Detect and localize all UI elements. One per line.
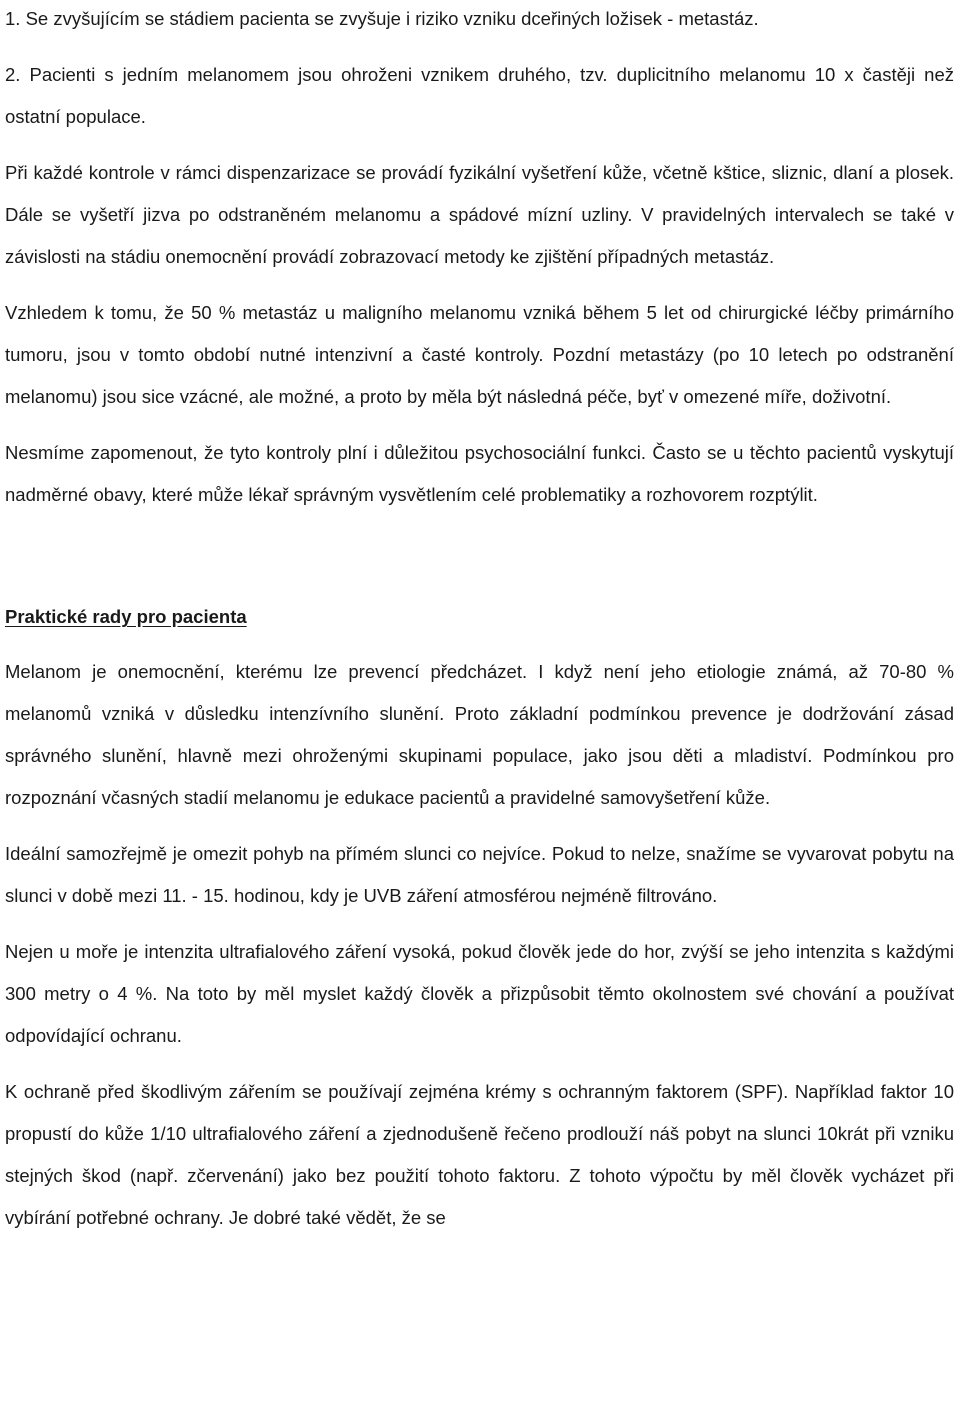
- paragraph-mountains: Nejen u moře je intenzita ultrafialového záření vysoká, pokud člověk jede do hor, zvýší se jeho intenzita s každými 300 metry o 4 %. Na toto by měl myslet každý člověk a přizpůsobit těmto okolnostem své chování a používat odpovídající ochranu.: [5, 941, 954, 1046]
- paragraph-psychosocial: Nesmíme zapomenout, že tyto kontroly plní i důležitou psychosociální funkci. Často se u těchto pacientů vyskytují nadměrné obavy, které může lékař správným vysvětlením celé problematiky a rozhovorem rozptýlit.: [5, 442, 954, 505]
- section-heading: Praktické rady pro pacienta: [5, 606, 247, 627]
- paragraph-sun-exposure: Ideální samozřejmě je omezit pohyb na přímém slunci co nejvíce. Pokud to nelze, snažíme se vyvarovat pobytu na slunci v době mezi 11. - 15. hodinou, kdy je UVB záření atmosférou nejméně filtrováno.: [5, 843, 954, 906]
- list-item-2: 2. Pacienti s jedním melanomem jsou ohroženi vznikem druhého, tzv. duplicitního melanomu 10 x častěji než ostatní populace.: [5, 64, 954, 127]
- paragraph-prevention: Melanom je onemocnění, kterému lze prevencí předcházet. I když není jeho etiologie známá, až 70-80 % melanomů vzniká v důsledku intenzívního slunění. Proto základní podmínkou prevence je dodržování zásad správného slunění, hlavně mezi ohroženými skupinami populace, jako jsou děti a mladiství. Podmínkou pro rozpoznání včasných stadií melanomu je edukace pacientů a pravidelné samovyšetření kůže.: [5, 661, 954, 808]
- paragraph-checkups: Při každé kontrole v rámci dispenzarizace se provádí fyzikální vyšetření kůže, včetně kštice, sliznic, dlaní a plosek. Dále se vyšetří jizva po odstraněném melanomu a spádové mízní uzliny. V pravidelných intervalech se také v závislosti na stádiu onemocnění provádí zobrazovací metody ke zjištění případných metastáz.: [5, 162, 954, 267]
- paragraph-spf: K ochraně před škodlivým zářením se používají zejména krémy s ochranným faktorem (SPF). Například faktor 10 propustí do kůže 1/10 ultrafialového záření a zjednodušeně řečeno prodlouží náš pobyt na slunci 10krát při vzniku stejných škod (např. zčervenání) jako bez použití tohoto faktoru. Z tohoto výpočtu by měl člověk vycházet při vybírání potřebné ochrany. Je dobré také vědět, že se: [5, 1081, 954, 1228]
- paragraph-metastasis-timing: Vzhledem k tomu, že 50 % metastáz u maligního melanomu vzniká během 5 let od chirurgické léčby primárního tumoru, jsou v tomto období nutné intenzivní a časté kontroly. Pozdní metastázy (po 10 letech po odstranění melanomu) jsou sice vzácné, ale možné, a proto by měla být následná péče, byť v omezené míře, doživotní.: [5, 302, 954, 407]
- list-item-1: 1. Se zvyšujícím se stádiem pacienta se zvyšuje i riziko vzniku dceřiných ložisek - metastáz.: [5, 8, 759, 29]
